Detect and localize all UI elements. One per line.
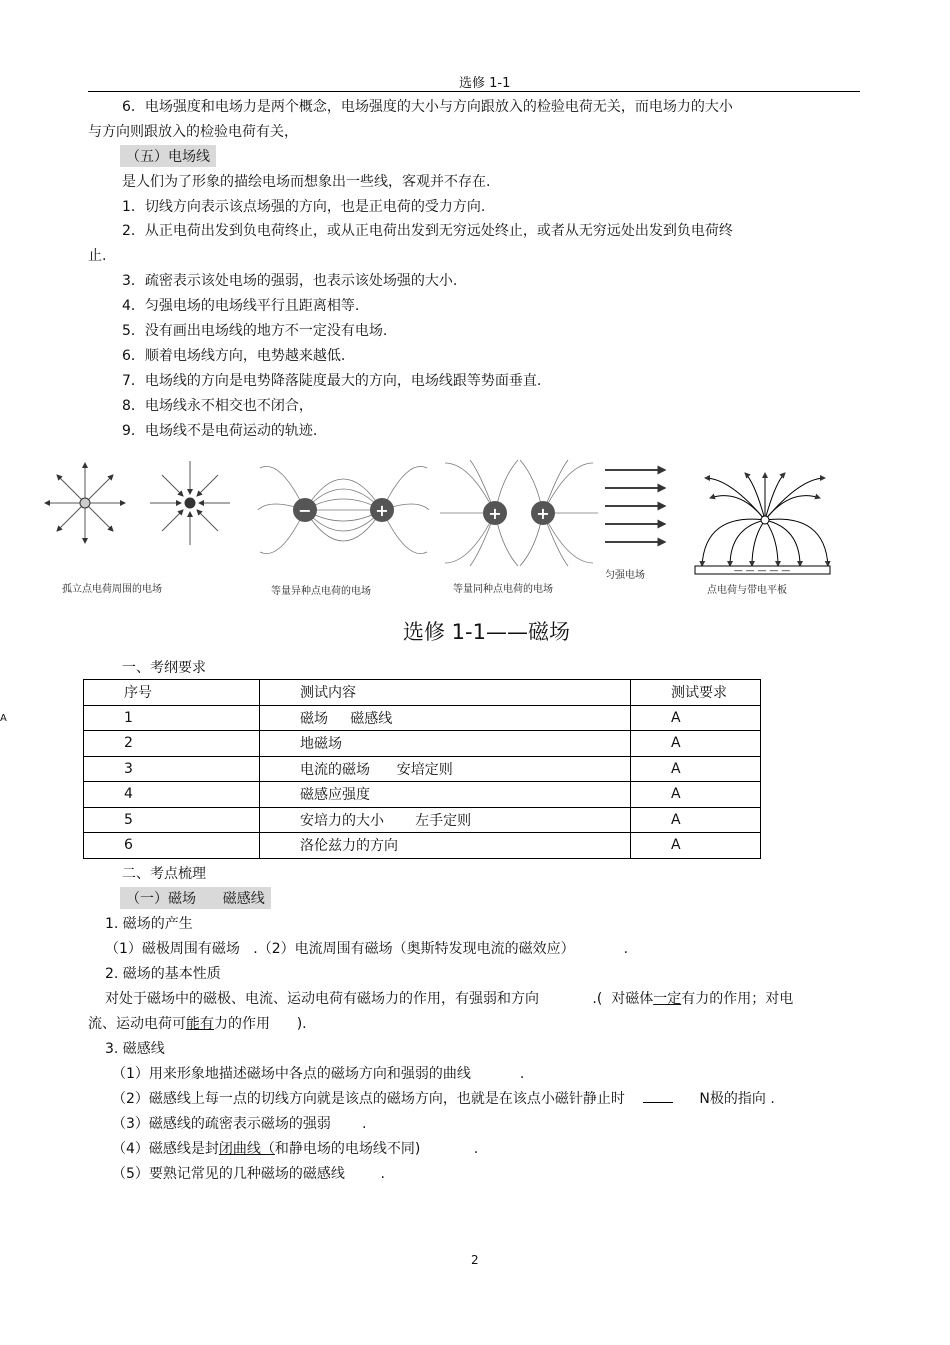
table-cell: 安培力的大小 左手定则: [260, 807, 631, 833]
heading-2-text-line1: [105, 988, 793, 1008]
heading-2-text-line2: [88, 1013, 307, 1033]
table-row: [84, 782, 761, 808]
text-run: 有力的作用；对电: [681, 991, 794, 1007]
electric-field-diagrams: [40, 458, 840, 588]
heading-1-text: （1）磁极周围有磁场 .（2）电流周围有磁场（奥斯特发现电流的磁效应） .: [105, 941, 629, 957]
table-cell: A: [631, 833, 761, 859]
heading-2: 2. 磁场的基本性质: [105, 966, 221, 982]
plus-sign: +: [375, 501, 389, 520]
text-run: N极的指向 .: [699, 1091, 775, 1107]
caption-charge-plate: 点电荷与带电平板: [707, 585, 787, 596]
section-label-field-lines: （五）电场线: [120, 145, 216, 167]
list-item: [112, 1088, 775, 1108]
requirements-table: [83, 679, 761, 859]
text-run: 流、运动电荷可: [88, 1016, 186, 1032]
table-cell: 5: [84, 807, 260, 833]
text-run: 力的作用 ).: [214, 1016, 307, 1032]
list-item: （5）要熟记常见的几种磁场的磁感线 .: [112, 1166, 385, 1182]
list-item: [112, 1138, 478, 1158]
table-row: [84, 731, 761, 757]
table-cell: 地磁场: [260, 731, 631, 757]
paragraph-6-line2: 与方向则跟放入的检验电荷有关，: [88, 124, 298, 140]
section-label-magnetic: （一）磁场 磁感线: [120, 887, 271, 909]
section-title: 选修 1-1——磁场: [403, 620, 570, 644]
table-cell: 4: [84, 782, 260, 808]
underlined-text: 闭曲线（: [218, 1141, 275, 1157]
section-heading-requirements: 一、考纲要求: [122, 660, 206, 676]
table-cell: A: [631, 807, 761, 833]
table-cell: 洛伦兹力的方向: [260, 833, 631, 859]
table-row: [84, 833, 761, 859]
underlined-text: 一定: [653, 991, 682, 1007]
text-run: （2）磁感线上每一点的切线方向就是该点的磁场方向，也就是在该点小磁针静止时: [112, 1091, 625, 1107]
table-cell: 磁感应强度: [260, 782, 631, 808]
minus-sign: −: [298, 501, 312, 520]
caption-uniform-field: 匀强电场: [605, 570, 645, 581]
table-cell: 6: [84, 833, 260, 859]
table-header-row: [84, 680, 761, 706]
fill-blank: [643, 1090, 673, 1103]
table-cell: 3: [84, 756, 260, 782]
text-run: （4）磁感线是封: [112, 1141, 219, 1157]
table-row: [84, 756, 761, 782]
list-item: 9．电场线不是电荷运动的轨迹.: [122, 423, 318, 439]
field-lines-intro: 是人们为了形象的描绘电场而想象出一些线，客观并不存在.: [122, 174, 491, 190]
isolated-negative-charge-diagram: [150, 461, 230, 545]
table-cell: A: [631, 756, 761, 782]
table-cell: A: [631, 731, 761, 757]
plus-sign: +: [488, 504, 502, 523]
uniform-field-diagram: [605, 470, 665, 542]
table-cell: 磁场 磁感线: [260, 705, 631, 731]
list-item: 4．匀强电场的电场线平行且距离相等.: [122, 298, 360, 314]
list-item: 止.: [88, 248, 107, 264]
caption-opposite-charges: 等量异种点电荷的电场: [271, 586, 371, 597]
list-item: （1）用来形象地描述磁场中各点的磁场方向和强弱的曲线 .: [112, 1066, 525, 1082]
like-charges-diagram: [440, 460, 598, 566]
list-item: 1．切线方向表示该点场强的方向，也是正电荷的受力方向.: [122, 199, 486, 215]
plus-sign: +: [536, 504, 550, 523]
table-cell: 电流的磁场 安培定则: [260, 756, 631, 782]
list-item: 7．电场线的方向是电势降落陡度最大的方向，电场线跟等势面垂直.: [122, 373, 542, 389]
text-run: 和静电场的电场线不同) .: [274, 1141, 479, 1157]
table-cell: A: [631, 705, 761, 731]
underlined-text: 能有: [186, 1016, 214, 1032]
table-header: 测试要求: [631, 680, 761, 706]
table-header: 序号: [84, 680, 260, 706]
section-heading-points: 二、考点梳理: [122, 866, 206, 882]
page-header: 选修 1-1: [459, 76, 511, 91]
table-cell: 2: [84, 731, 260, 757]
heading-1: 1. 磁场的产生: [105, 916, 193, 932]
page-number: 2: [471, 1253, 479, 1267]
caption-isolated-charge: 孤立点电荷周围的电场: [62, 584, 162, 595]
caption-like-charges: 等量同种点电荷的电场: [453, 584, 553, 595]
margin-mark: A: [0, 713, 7, 724]
table-header: 测试内容: [260, 680, 631, 706]
table-row: [84, 705, 761, 731]
table-cell: 1: [84, 705, 260, 731]
plate-dashes: — — — — —: [733, 566, 791, 576]
list-item: 8．电场线永不相交也不闭合，: [122, 398, 313, 414]
text-run: 对处于磁场中的磁极、电流、运动电荷有磁场力的作用，有强弱和方向 .( 对磁体: [105, 991, 654, 1007]
isolated-positive-charge-diagram: [45, 463, 125, 543]
list-item: 2．从正电荷出发到负电荷终止，或从正电荷出发到无穷远处终止，或者从无穷远处出发到负电荷终: [122, 223, 733, 239]
paragraph-6-line1: 6．电场强度和电场力是两个概念，电场强度的大小与方向跟放入的检验电荷无关，而电场力的大小: [122, 99, 733, 115]
list-item: 3．疏密表示该处电场的强弱，也表示该处场强的大小.: [122, 273, 458, 289]
opposite-charges-diagram: [258, 466, 429, 553]
heading-3: 3. 磁感线: [105, 1041, 165, 1057]
list-item: 6．顺着电场线方向，电势越来越低.: [122, 348, 346, 364]
table-row: [84, 807, 761, 833]
header-divider: [88, 91, 860, 92]
list-item: 5．没有画出电场线的地方不一定没有电场.: [122, 323, 388, 339]
table-cell: A: [631, 782, 761, 808]
list-item: （3）磁感线的疏密表示磁场的强弱 .: [112, 1116, 367, 1132]
charge-and-plate-diagram: [695, 473, 830, 574]
